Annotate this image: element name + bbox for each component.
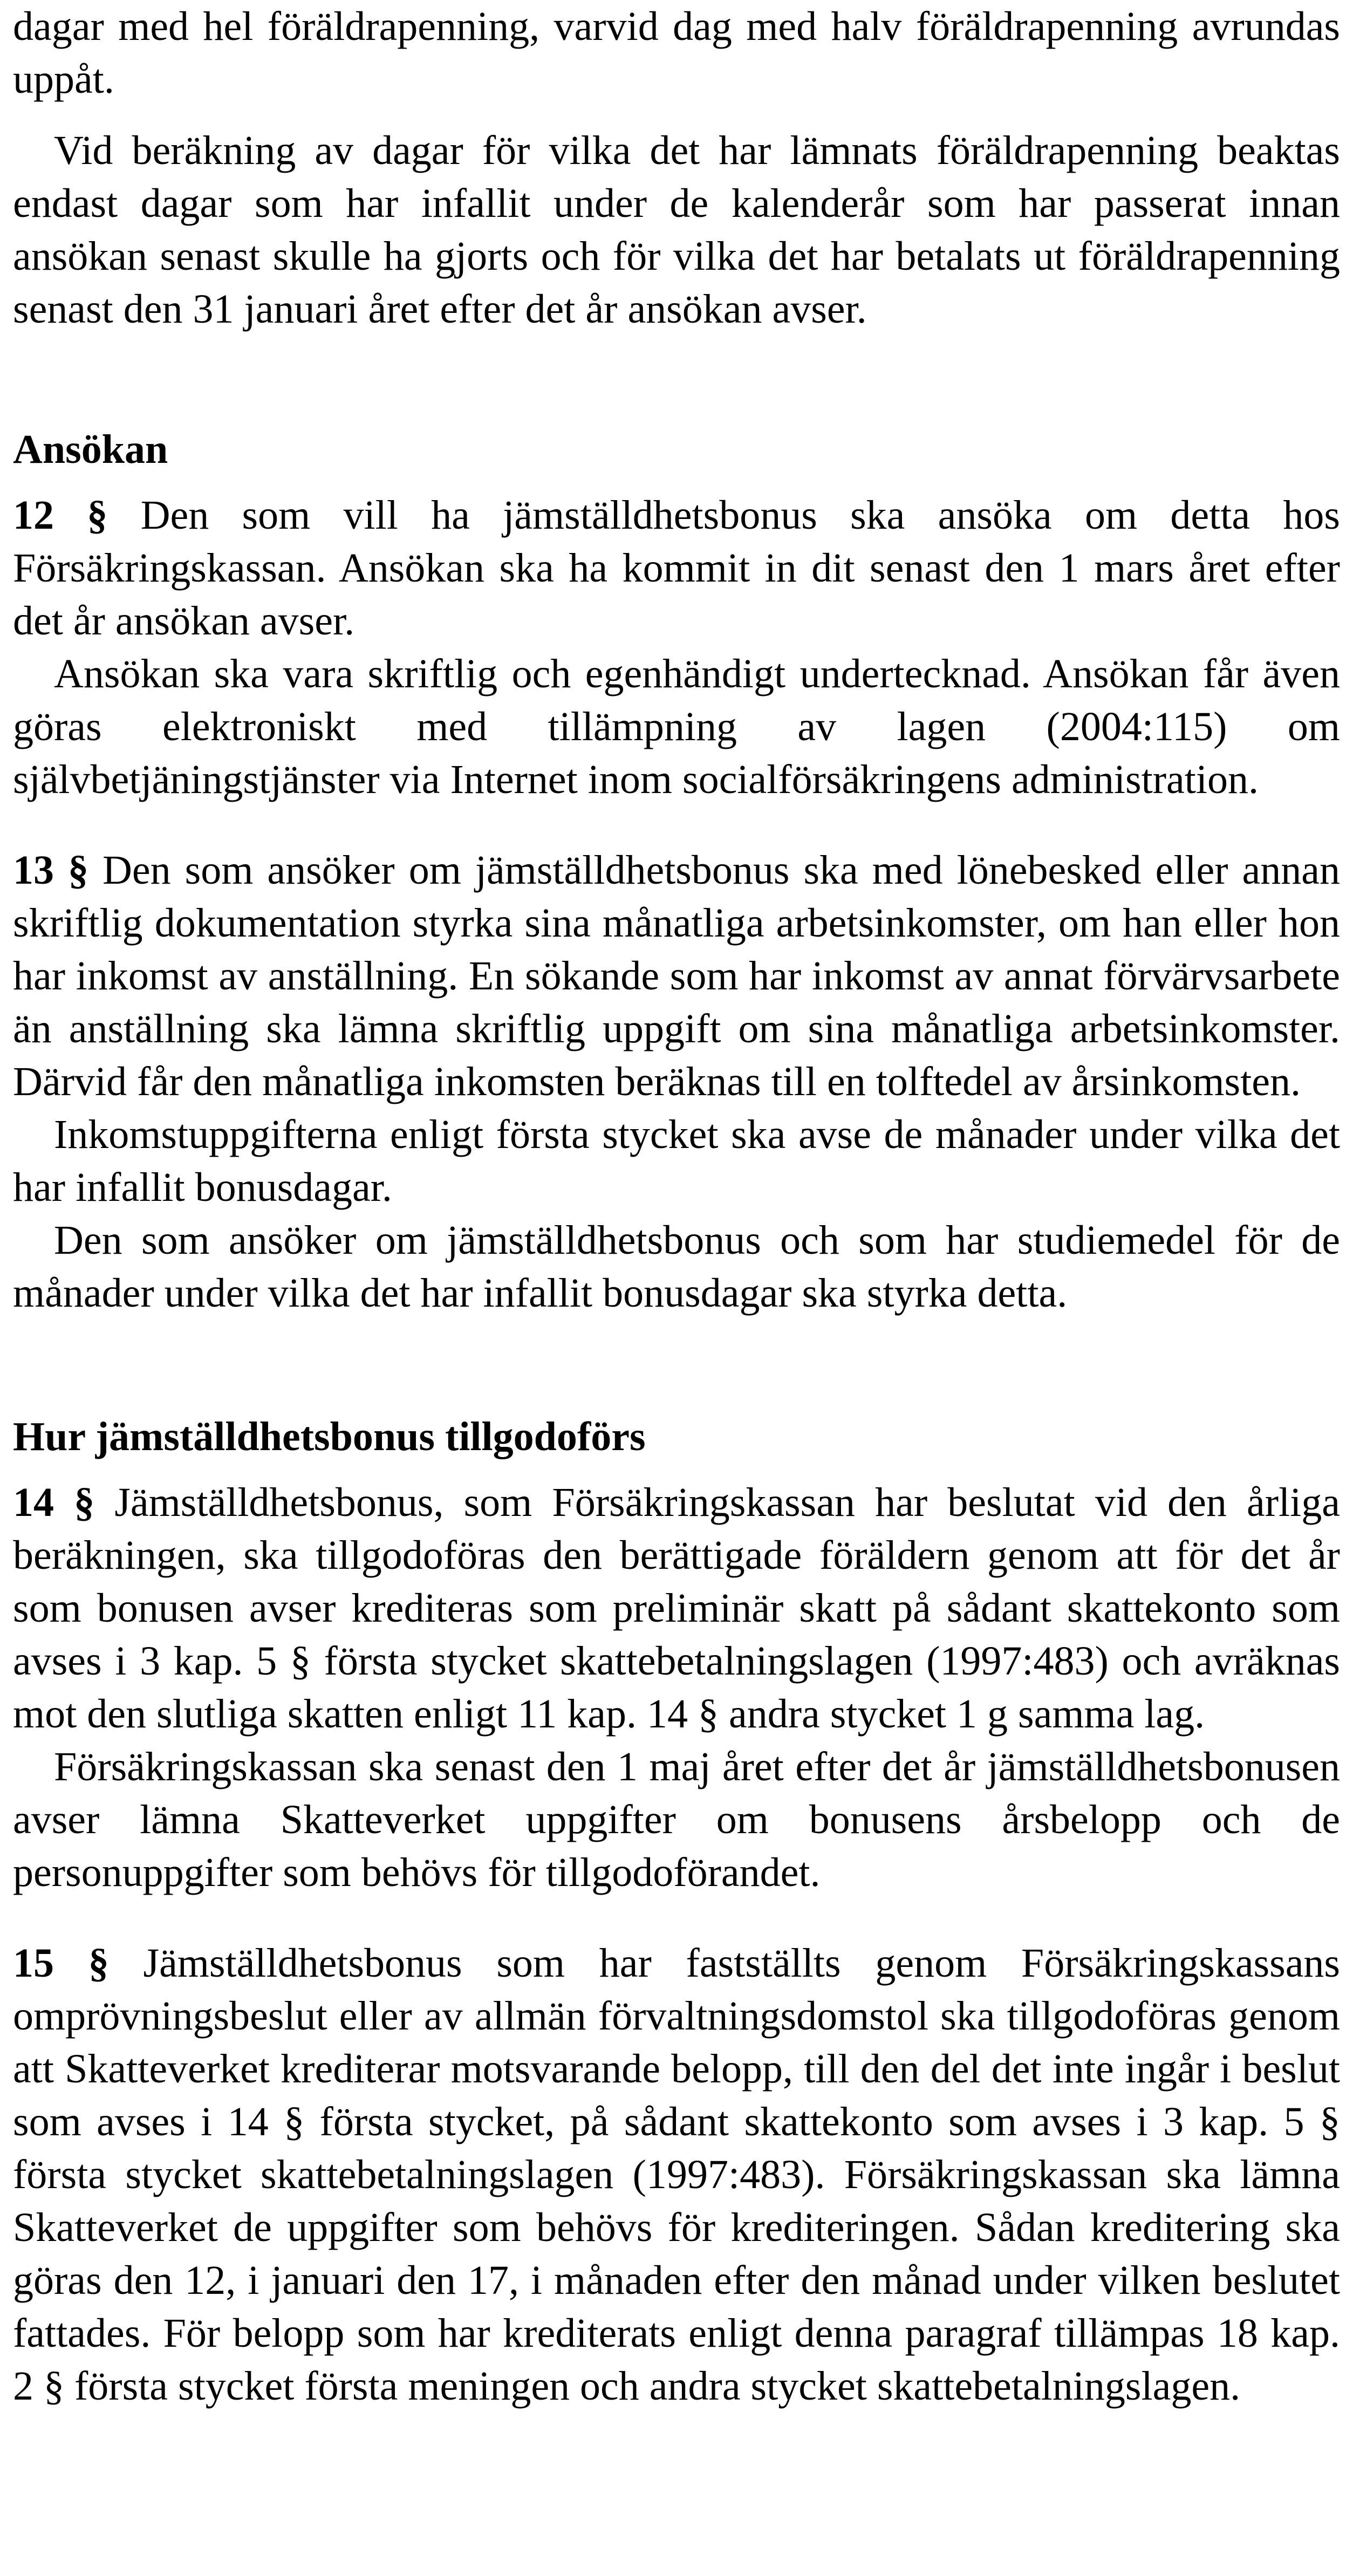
section-number-13: 13 § xyxy=(13,848,89,893)
paragraph-14-text-1: Jämställdhetsbonus, som Försäkringskassan har beslutat vid den årliga beräkningen, ska tillgodoföras den berättigade föräldern genom att för det år som bonusen avser krediteras som preliminär skatt på sådant skattekonto som avses i 3 kap. 5 § första stycket skattebetalningslagen (1997:483) och avräknas mot den slutliga skatten enligt 11 kap. 14 § andra stycket 1 g samma lag. xyxy=(13,1480,1341,1737)
paragraph-13 xyxy=(13,844,1340,1320)
section-heading-tillgodoforande: Hur jämställdhetsbonus tillgodoförs xyxy=(13,1414,646,1459)
paragraph-15-text-1: Jämställdhetsbonus som har fastställts genom Försäkringskassans omprövningsbeslut eller av allmän förvaltningsdomstol ska tillgodoföras genom att Skatteverket krediterar motsvarande belopp, till den del det inte ingår i beslut som avses i 14 § första stycket, på sådant skattekonto som avses i 3 kap. 5 § första stycket skattebetalningslagen (1997:483). Försäkringskassan ska lämna Skatteverket de uppgifter som behövs för krediteringen. Sådan kreditering ska göras den 12, i januari den 17, i månaden efter den månad under vilken beslutet fattades. För belopp som har krediterats enligt denna paragraf tillämpas 18 kap. 2 § första stycket första meningen och andra stycket skattebetalningslagen. xyxy=(13,1940,1341,2409)
section-number-15: 15 § xyxy=(13,1940,109,1986)
intro-paragraph-1: dagar med hel föräldrapenning, varvid dag med halv föräldrapenning avrundas uppåt. xyxy=(13,4,1340,102)
paragraph-13-text-3: Den som ansöker om jämställdhetsbonus och som har studiemedel för de månader under vilka det har infallit bonusdagar ska styrka detta. xyxy=(13,1218,1340,1316)
paragraph-14-text-2: Försäkringskassan ska senast den 1 maj året efter det år jämställdhetsbonusen avser lämna Skatteverket uppgifter om bonusens årsbelopp och de personuppgifter som behövs för tillgodoförandet. xyxy=(13,1744,1340,1895)
paragraph-15-first xyxy=(13,1937,1340,2413)
intro-paragraph-2: Vid beräkning av dagar för vilka det har lämnats föräldrapenning beaktas endast dagar som har infallit under de kalenderår som har passerat innan ansökan senast skulle ha gjorts och för vilka det har betalats ut föräldrapenning senast den 31 januari året efter det år ansökan avser. xyxy=(13,128,1340,332)
section-number-14: 14 § xyxy=(13,1480,95,1525)
paragraph-15 xyxy=(13,1937,1340,2413)
paragraph-14-first xyxy=(13,1476,1340,1740)
paragraph-13-first xyxy=(13,844,1340,1108)
paragraph-13-text-1: Den som ansöker om jämställdhetsbonus ska med lönebesked eller annan skriftlig dokumentation styrka sina månatliga arbetsinkomster, om han eller hon har inkomst av anställning. En sökande som har inkomst av annat förvärvsarbete än anställning ska lämna skriftlig uppgift om sina månatliga arbetsinkomster. Därvid får den månatliga inkomsten beräknas till en tolftedel av årsinkomsten. xyxy=(13,848,1341,1104)
section-number-12: 12 § xyxy=(13,493,108,538)
section-heading-ansokan: Ansökan xyxy=(13,427,168,472)
paragraph-12 xyxy=(13,489,1340,806)
document-page xyxy=(13,0,1340,2413)
paragraph-12-text-1: Den som vill ha jämställdhetsbonus ska ansöka om detta hos Försäkringskassan. Ansökan ska ha kommit in dit senast den 1 mars året efter det år ansökan avser. xyxy=(13,493,1340,644)
paragraph-13-text-2: Inkomstuppgifterna enligt första stycket ska avse de månader under vilka det har infallit bonusdagar. xyxy=(13,1112,1340,1210)
paragraph-12-text-2: Ansökan ska vara skriftlig och egenhändigt undertecknad. Ansökan får även göras elektroniskt med tillämpning av lagen (2004:115) om självbetjäningstjänster via Internet inom socialförsäkringens administration. xyxy=(13,651,1340,802)
paragraph-12-first xyxy=(13,489,1340,647)
paragraph-14 xyxy=(13,1476,1340,1899)
